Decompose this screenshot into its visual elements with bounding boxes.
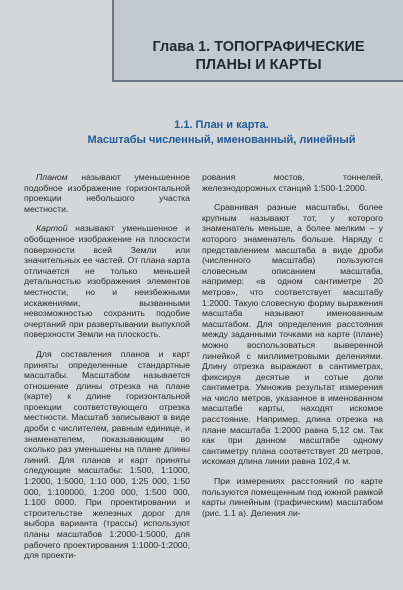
- term-map: Картой: [36, 223, 68, 234]
- paragraph-scales: Для составления планов и карт приняты определенные стандартные масштабы. Масштабом называется отношение длины отрезка на плане (карте) к длине горизонтальной проекции соответствующего отрезка местности. Масштаб записывают в виде дроби с числителем, равным единице, и знаменателем, показывающим во сколько раз уменьшены на плане длины линий. Для планов и карт приняты следующие масштабы: 1:500, 1:1000, 1:2000, 1:5000, 1:10 000, 1:25 000, 1:50 000, 1:100000, 1:200 000, 1:500 000, 1:100 0000. При проектировании и строительстве железных дорог для выбора варианта (трассы) используют планы масштабов 1:2000-1:5000, для рабочего проектирования 1:1000-1:2000, для проекти-: [24, 348, 190, 561]
- section-title-line-1: 1.1. План и карта.: [174, 119, 269, 131]
- chapter-title-line-1: Глава 1. ТОПОГРАФИЧЕСКИЕ: [152, 39, 365, 55]
- plan-definition-text: называют уменьшенное подобное изображение горизонтальной проекции небольшого участка местности.: [24, 172, 190, 214]
- left-column: [24, 172, 190, 570]
- paragraph-plan-definition: [24, 172, 190, 214]
- term-plan: Планом: [36, 172, 68, 182]
- paragraph-continuation: рования мостов, тоннелей, железнодорожных станций 1:500-1:2000.: [202, 172, 383, 193]
- right-column: [202, 172, 383, 527]
- chapter-banner: [112, 0, 403, 82]
- chapter-title-line-2: ПЛАНЫ И КАРТЫ: [195, 57, 322, 73]
- chapter-title: [114, 38, 403, 74]
- map-definition-text: называют уменьшенное и обобщенное изображение на плоскости поверхности всей Земли или значительных ее частей. От плана карта отличается не только меньшей детальностью изображения элементов местности, но и неизбежными искажениями, вызванными невозможностью сохранить подобие очертаний при развертывании выпуклой поверхности Земли на плоскость.: [24, 223, 190, 340]
- paragraph-named-scale: Сравнивая разные масштабы, более крупным называют тот, у которого знаменатель меньше, а более мелким – у которого знаменатель больше. Наряду с представлением масштаба в виде дроби (численного масштаба) пользуются словесным описанием масштаба, например: «в одном сантиметре 20 метров», что соответствует масштабу 1:2000. Такую словесную форму выражения масштаба называют именованным масштабом. Для определения расстояния между заданными точками на карте (плане) можно воспользоваться выверенной линейкой с миллиметровыми делениями. Длину отрезка выражают в сантиметрах, фиксируя десятые и сотые доли сантиметра. Умножив результат измерения на число метров, указанное в именованном масштабе карты, находят искомое расстояние. Например, длина отрезка на плане масштаба 1:2000 равна 5,12 см. Так как при данном масштабе одному сантиметру плана соответствует 20 метров, искомая длина линии равна 102,4 м.: [202, 202, 383, 467]
- section-title: [60, 118, 383, 148]
- paragraph-linear-scale: При измерениях расстояний по карте пользуются помещенным под южной рамкой карты линейным (графическим) масштабом (рис. 1.1 а). Деления ли-: [202, 476, 383, 518]
- section-title-line-2: Масштабы численный, именованный, линейный: [87, 134, 356, 146]
- paragraph-map-definition: [24, 223, 190, 340]
